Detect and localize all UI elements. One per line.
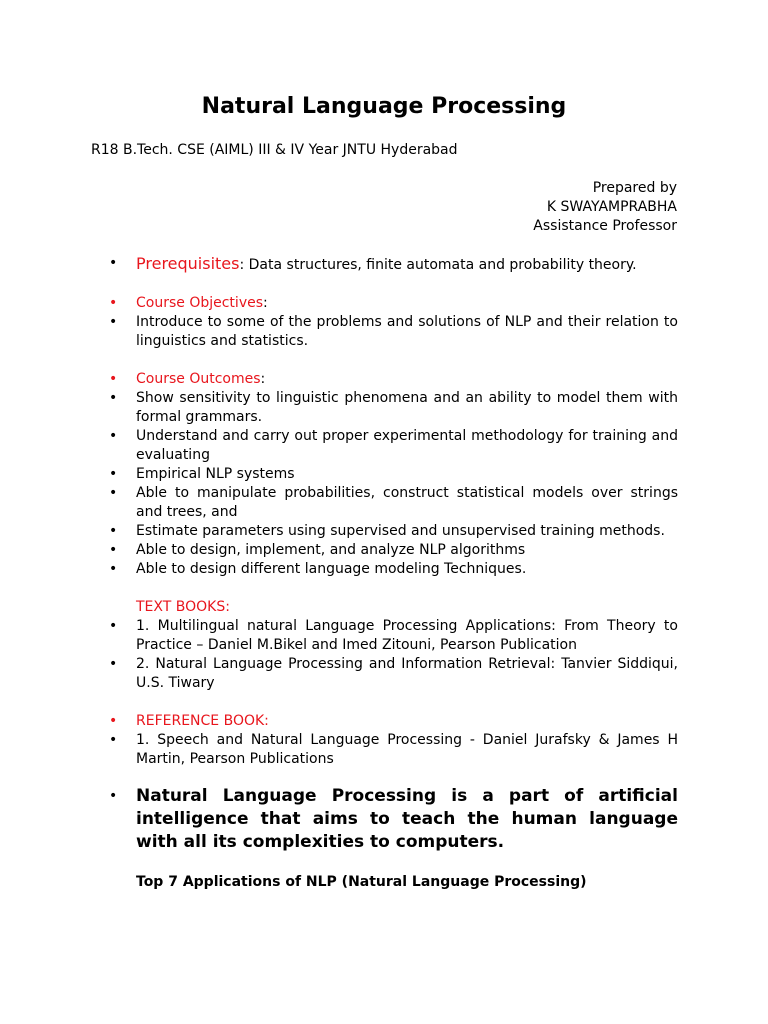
bullet-icon: • xyxy=(109,314,118,330)
bullet-icon: • xyxy=(109,542,118,558)
outcome-text: Understand and carry out proper experimental methodology for training and evaluating xyxy=(136,428,678,463)
text-book-item xyxy=(109,617,678,655)
prerequisites-item xyxy=(109,254,678,275)
outcome-item xyxy=(109,465,678,484)
reference-heading-item xyxy=(109,712,678,731)
syllabus-content xyxy=(109,254,678,892)
bullet-icon: • xyxy=(109,713,118,729)
highlight-text: Natural Language Processing is a part of artificial intelligence that aims to teach the human language with all its complexities to computers. xyxy=(136,786,678,852)
outcome-item xyxy=(109,522,678,541)
outcome-text: Show sensitivity to linguistic phenomena and an ability to model them with formal grammars. xyxy=(136,390,678,425)
prerequisites-heading: Prerequisites xyxy=(136,254,240,273)
bullet-icon: • xyxy=(109,656,118,672)
bullet-icon: • xyxy=(109,523,118,539)
outcomes-colon: : xyxy=(260,371,266,387)
prepared-by-block xyxy=(533,179,677,236)
text-book-text: 1. Multilingual natural Language Processing Applications: From Theory to Practice – Daniel M.Bikel and Imed Zitouni, Pearson Publication xyxy=(136,618,678,653)
objectives-heading-item xyxy=(109,294,678,313)
prepared-by-label: Prepared by xyxy=(592,180,677,196)
outcomes-heading-item xyxy=(109,370,678,389)
applications-heading: Top 7 Applications of NLP (Natural Language Processing) xyxy=(136,874,587,890)
text-book-text: 2. Natural Language Processing and Information Retrieval: Tanvier Siddiqui, U.S. Tiwary xyxy=(136,656,678,691)
bullet-icon: • xyxy=(109,732,118,748)
outcomes-heading: Course Outcomes xyxy=(136,371,261,387)
bullet-icon: • xyxy=(109,788,118,804)
bullet-icon: • xyxy=(109,255,118,271)
reference-book-text: 1. Speech and Natural Language Processing - Daniel Jurafsky & James H Martin, Pearson Publications xyxy=(136,732,678,767)
bullet-icon: • xyxy=(109,618,118,634)
prerequisites-text: : Data structures, finite automata and probability theory. xyxy=(239,257,637,273)
author-name: K SWAYAMPRABHA xyxy=(546,199,677,215)
objectives-heading: Course Objectives xyxy=(136,295,264,311)
text-book-item xyxy=(109,655,678,693)
bullet-icon: • xyxy=(109,466,118,482)
outcome-text: Able to design different language modeling Techniques. xyxy=(136,561,527,577)
page-title: Natural Language Processing xyxy=(201,94,567,119)
outcome-text: Estimate parameters using supervised and unsupervised training methods. xyxy=(136,523,665,539)
reference-book-heading: REFERENCE BOOK: xyxy=(136,713,269,729)
bullet-icon: • xyxy=(109,428,118,444)
objective-text: Introduce to some of the problems and solutions of NLP and their relation to linguistics and statistics. xyxy=(136,314,678,349)
bullet-icon: • xyxy=(109,371,118,387)
outcome-item xyxy=(109,541,678,560)
text-books-heading: TEXT BOOKS: xyxy=(136,599,230,615)
outcome-item xyxy=(109,389,678,427)
bullet-icon: • xyxy=(109,390,118,406)
outcome-text: Able to manipulate probabilities, construct statistical models over strings and trees, and xyxy=(136,485,678,520)
bullet-icon: • xyxy=(109,561,118,577)
objective-item xyxy=(109,313,678,351)
bullet-icon: • xyxy=(109,485,118,501)
outcome-text: Able to design, implement, and analyze NLP algorithms xyxy=(136,542,526,558)
outcome-item xyxy=(109,560,678,579)
objectives-colon: : xyxy=(263,295,268,311)
author-role: Assistance Professor xyxy=(533,218,677,234)
course-subtitle: R18 B.Tech. CSE (AIML) III & IV Year JNTU Hyderabad xyxy=(91,142,458,158)
reference-book-item xyxy=(109,731,678,769)
outcome-item xyxy=(109,427,678,465)
highlight-statement xyxy=(109,785,678,854)
outcome-item xyxy=(109,484,678,522)
outcome-text: Empirical NLP systems xyxy=(136,466,295,482)
bullet-icon: • xyxy=(109,295,118,311)
